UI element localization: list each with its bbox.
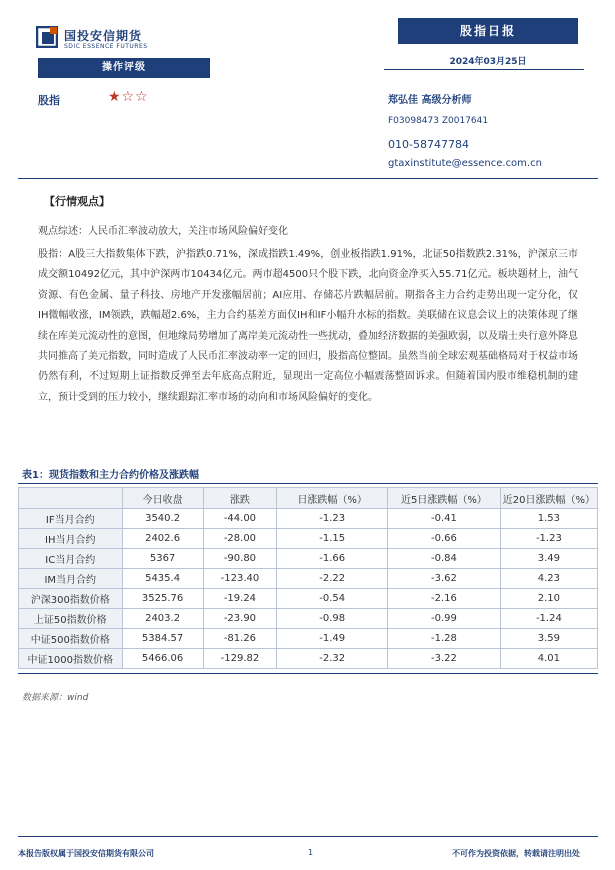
table-caption-divider <box>18 483 598 484</box>
table-cell: 3.49 <box>500 549 597 569</box>
table-cell: 3.59 <box>500 629 597 649</box>
table-cell: -0.54 <box>277 589 388 609</box>
table-cell: -28.00 <box>203 529 277 549</box>
table-cell: -90.80 <box>203 549 277 569</box>
table-header-cell: 近20日涨跌幅（%） <box>500 488 597 509</box>
table-cell: -3.22 <box>388 649 501 669</box>
table-cell: -1.49 <box>277 629 388 649</box>
table-row <box>19 649 598 669</box>
table-cell: -1.23 <box>277 509 388 529</box>
table-cell: -0.66 <box>388 529 501 549</box>
table-cell: 中证500指数价格 <box>19 629 123 649</box>
table-cell: -123.40 <box>203 569 277 589</box>
table-cell: 4.01 <box>500 649 597 669</box>
price-table <box>18 487 598 669</box>
brand-name-cn: 国投安信期货 <box>64 29 143 43</box>
table-cell: 5435.4 <box>122 569 203 589</box>
table-cell: 沪深300指数价格 <box>19 589 123 609</box>
table-cell: -81.26 <box>203 629 277 649</box>
report-type-banner: 股指日报 <box>398 18 578 44</box>
table-cell: 2402.6 <box>122 529 203 549</box>
table-cell: -2.16 <box>388 589 501 609</box>
table-cell: IM当月合约 <box>19 569 123 589</box>
company-logo <box>36 26 166 54</box>
table-cell: -0.99 <box>388 609 501 629</box>
table-header-cell: 涨跌 <box>203 488 277 509</box>
summary-line: 观点综述：人民币汇率波动放大，关注市场风险偏好变化 <box>38 226 288 237</box>
table-cell: -44.00 <box>203 509 277 529</box>
table-row <box>19 589 598 609</box>
header-divider <box>384 69 584 70</box>
rating-banner: 操作评级 <box>38 58 210 78</box>
data-source: 数据来源：wind <box>22 693 89 703</box>
table-cell: -1.66 <box>277 549 388 569</box>
rating-stars-icon: ★☆☆ <box>108 89 149 105</box>
report-date: 2024年03月25日 <box>449 57 527 67</box>
table-cell: -1.24 <box>500 609 597 629</box>
footer-divider <box>18 836 598 837</box>
table-header-cell: 近5日涨跌幅（%） <box>388 488 501 509</box>
market-commentary: 股指：A股三大指数集体下跌，沪指跌0.71%，深成指跌1.49%，创业板指跌1.91%，北证50指数跌2.31%，沪深京三市成交额10492亿元，其中沪深两市10434亿元。两市超4500只个股下跌，北向资金净买入55.71亿元。板块题材上，油气资源、有色金属、量子科技、房地产开发涨幅居前；AI应用、存储芯片跌幅居前。期指各主力合约走势出现一定分化，仅IH微幅收涨，IM领跌，跌幅超2.6%，主力合约基差方面仅IH和IF小幅升水标的指数。美联储在议息会议上的决策体现了继续在库美元流动性的意图，但地缘局势增加了离岸美元流动性一些扰动，叠加经济数据的美强欧弱，以及瑞士央行意外降息共同推高了美元指数，同时造成了人民币汇率波动率一定的回归，股指高位整固。虽然当前全球宏观基础格局对于权益市场仍然有利，不过短期上证指数反弹至去年底高点附近，显现出一定高位小幅震荡整固诉求。但随着国内股市维稳机制的建立，预计受到的压力较小，继续跟踪汇率市场的动向和市场风险偏好的变化。 <box>38 249 578 403</box>
table-cell: -129.82 <box>203 649 277 669</box>
table-cell: 上证50指数价格 <box>19 609 123 629</box>
header-bottom-divider <box>18 178 598 179</box>
table-cell: -1.23 <box>500 529 597 549</box>
table-cell: -0.41 <box>388 509 501 529</box>
table-cell: -3.62 <box>388 569 501 589</box>
table-cell: -1.28 <box>388 629 501 649</box>
table-header-cell <box>19 488 123 509</box>
category-label: 股指 <box>38 94 60 107</box>
table-cell: 1.53 <box>500 509 597 529</box>
section-title: 【行情观点】 <box>44 195 110 208</box>
table-cell: 5367 <box>122 549 203 569</box>
table-caption: 表1：现货指数和主力合约价格及涨跌幅 <box>22 470 199 481</box>
table-cell: 5466.06 <box>122 649 203 669</box>
table-cell: -0.84 <box>388 549 501 569</box>
table-cell: 4.23 <box>500 569 597 589</box>
table-cell: IH当月合约 <box>19 529 123 549</box>
table-row <box>19 529 598 549</box>
table-cell: 3540.2 <box>122 509 203 529</box>
table-row <box>19 569 598 589</box>
table-cell: -2.32 <box>277 649 388 669</box>
table-row <box>19 609 598 629</box>
table-cell: -1.15 <box>277 529 388 549</box>
table-header-row <box>19 488 598 509</box>
table-cell: IC当月合约 <box>19 549 123 569</box>
analyst-email[interactable]: gtaxinstitute@essence.com.cn <box>388 158 542 169</box>
table-cell: -2.22 <box>277 569 388 589</box>
table-cell: -0.98 <box>277 609 388 629</box>
footer-disclaimer: 不可作为投资依据，转载请注明出处 <box>452 849 580 858</box>
analyst-phone: 010-58747784 <box>388 138 469 151</box>
table-cell: 2.10 <box>500 589 597 609</box>
analyst-cert: F03098473 Z0017641 <box>388 116 489 126</box>
table-row <box>19 509 598 529</box>
footer-copyright: 本报告版权属于国投安信期货有限公司 <box>18 849 154 858</box>
table-cell: 5384.57 <box>122 629 203 649</box>
table-bottom-divider <box>18 673 598 674</box>
table-cell: 2403.2 <box>122 609 203 629</box>
table-cell: 中证1000指数价格 <box>19 649 123 669</box>
table-cell: IF当月合约 <box>19 509 123 529</box>
table-cell: 3525.76 <box>122 589 203 609</box>
page-number: 1 <box>308 848 314 857</box>
table-row <box>19 629 598 649</box>
table-header-cell: 今日收盘 <box>122 488 203 509</box>
brand-name-en: SDIC ESSENCE FUTURES <box>64 43 148 50</box>
table-row <box>19 549 598 569</box>
table-header-cell: 日涨跌幅（%） <box>277 488 388 509</box>
analyst-name: 郑弘佳 高级分析师 <box>388 95 472 106</box>
logo-mark-icon <box>36 26 58 48</box>
table-cell: -19.24 <box>203 589 277 609</box>
table-cell: -23.90 <box>203 609 277 629</box>
